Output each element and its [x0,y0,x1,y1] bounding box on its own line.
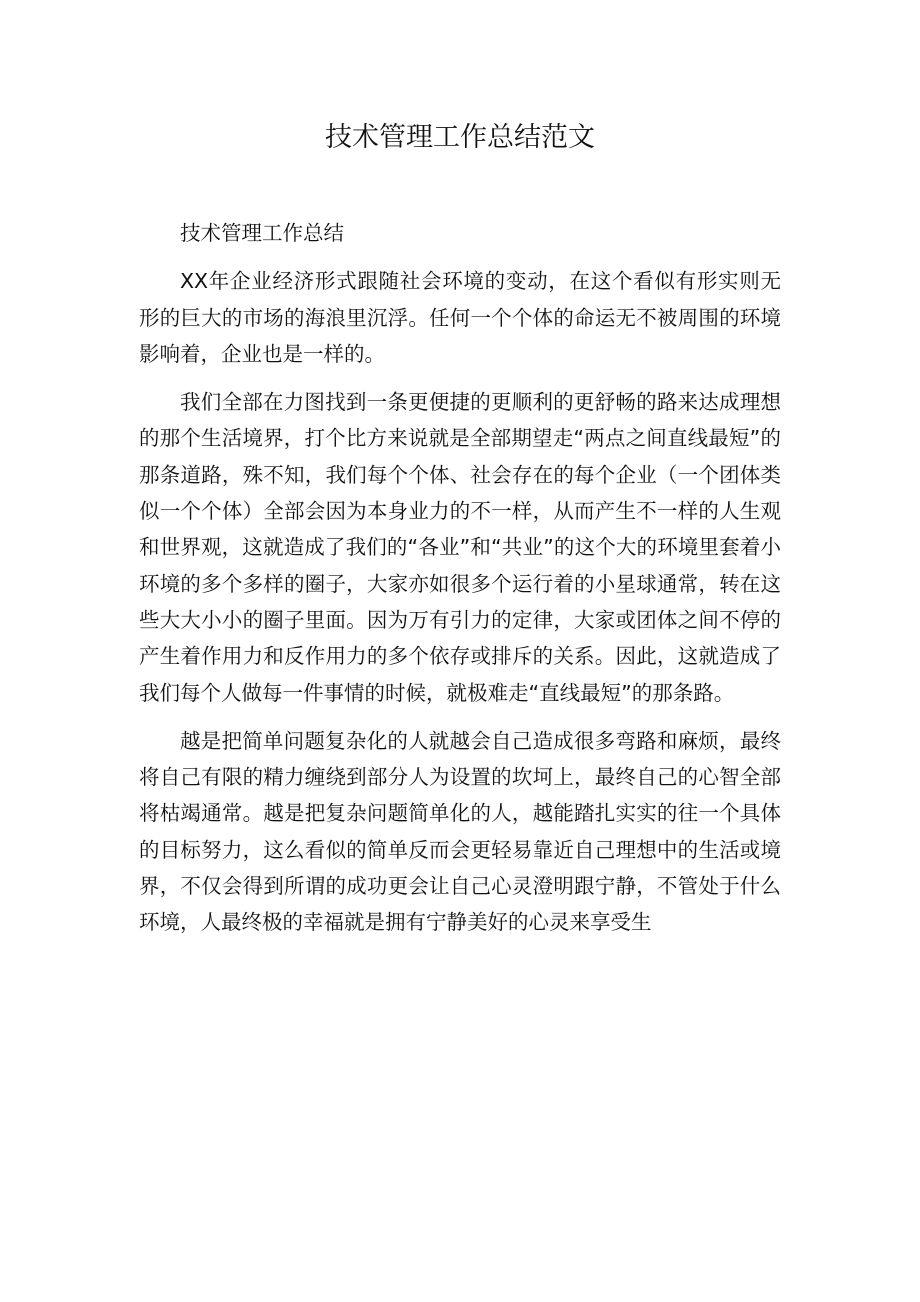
paragraph-1: XX年企业经济形式跟随社会环境的变动，在这个看似有形实则无形的巨大的市场的海浪里沉浮。任何一个个体的命运无不被周围的环境影响着，企业也是一样的。 [139,269,781,366]
document-title: 技术管理工作总结范文 [325,122,595,153]
paragraph-2: 我们全部在力图找到一条更便捷的更顺利的更舒畅的路来达成理想的那个生活境界，打个比方来说就是全部期望走“两点之间直线最短”的那条道路，殊不知，我们每个个体、社会存在的每个企业（一个团体类似一个个体）全部会因为本身业力的不一样，从而产生不一样的人生观和世界观，这就造成了我们的“各业”和“共业”的这个大的环境里套着小环境的多个多样的圈子，大家亦如很多个运行着的小星球通常，转在这些大大小小的圈子里面。因为万有引力的定律，大家或团体之间不停的产生着作用力和反作用力的多个依存或排斥的关系。因此，这就造成了我们每个人做每一件事情的时候，就极难走“直线最短”的那条路。 [139,390,781,705]
section-heading: 技术管理工作总结 [180,221,344,245]
paragraph-3: 越是把简单问题复杂化的人就越会自己造成很多弯路和麻烦，最终将自己有限的精力缠绕到部分人为设置的坎坷上，最终自己的心智全部将枯竭通常。越是把复杂问题简单化的人，越能踏扎实实的往一个具体的目标努力，这么看似的简单反而会更轻易靠近自己理想中的生活或境界，不仅会得到所谓的成功更会让自己心灵澄明跟宁静，不管处于什么环境，人最终极的幸福就是拥有宁静美好的心灵来享受生 [139,728,781,935]
document-body [139,215,781,941]
